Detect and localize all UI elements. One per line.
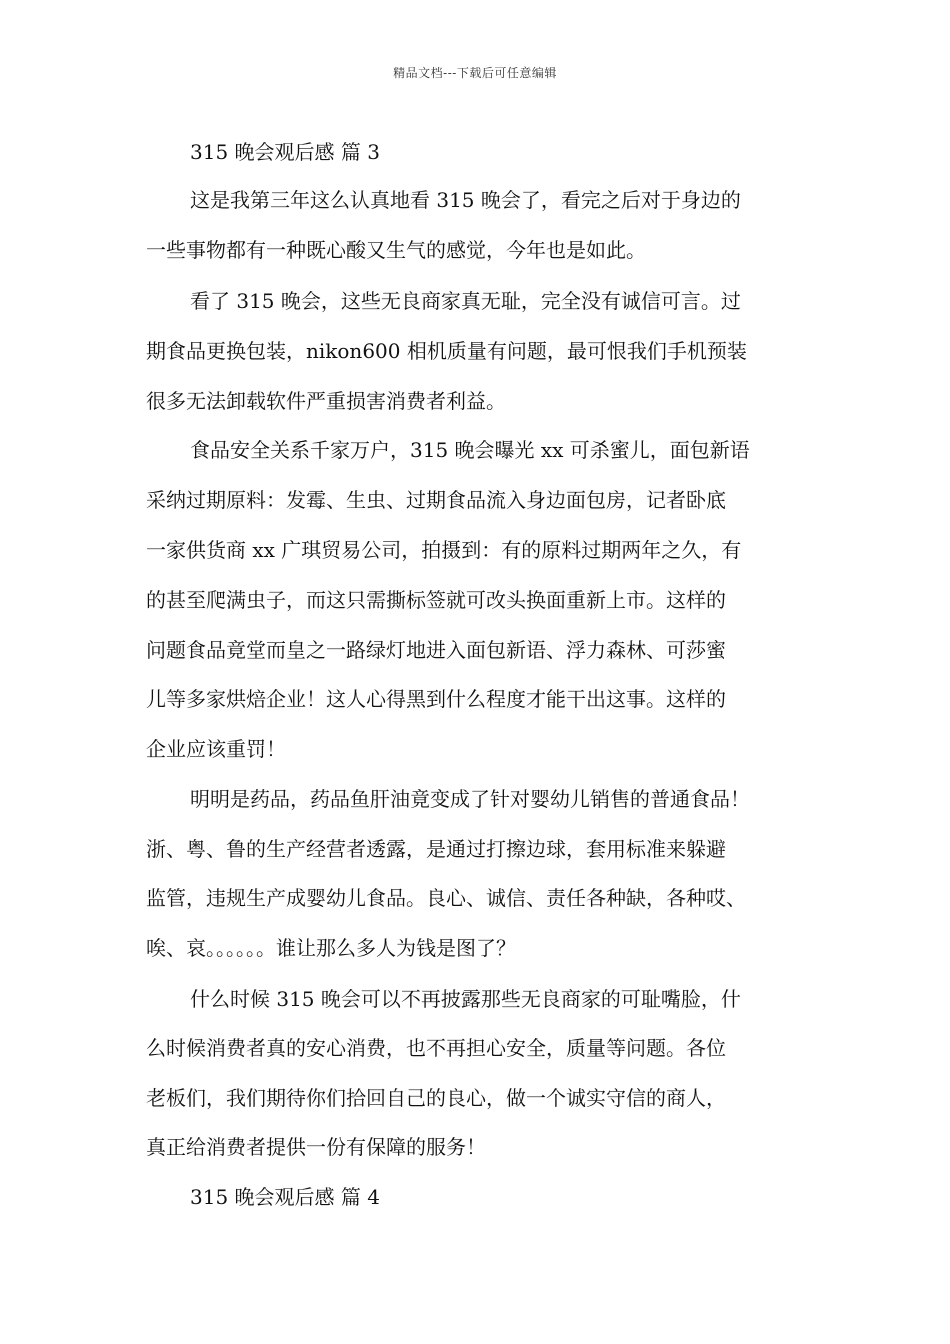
paragraph-line: 的甚至爬满虫子，而这只需撕标签就可改头换面重新上市。这样的 bbox=[146, 588, 726, 612]
paragraph-line: 么时候消费者真的安心消费，也不再担心安全，质量等问题。各位 bbox=[146, 1036, 726, 1060]
section-heading-3: 315 晚会观后感 篇 3 bbox=[190, 140, 380, 164]
paragraph-line: 食品安全关系千家万户，315 晚会曝光 xx 可杀蜜儿，面包新语 bbox=[190, 438, 750, 462]
paragraph-line: 监管，违规生产成婴幼儿食品。良心、诚信、责任各种缺，各种哎、 bbox=[146, 886, 746, 910]
paragraph-line: 采纳过期原料：发霉、生虫、过期食品流入身边面包房，记者卧底 bbox=[146, 488, 726, 512]
paragraph-line: 一些事物都有一种既心酸又生气的感觉，今年也是如此。 bbox=[146, 238, 646, 262]
page-header: 精品文档---下载后可任意编辑 bbox=[393, 66, 557, 80]
paragraph-line: 期食品更换包装，nikon600 相机质量有问题，最可恨我们手机预装 bbox=[146, 339, 747, 363]
paragraph-line: 明明是药品，药品鱼肝油竟变成了针对婴幼儿销售的普通食品！ bbox=[190, 787, 750, 811]
paragraph-line: 这是我第三年这么认真地看 315 晚会了，看完之后对于身边的 bbox=[190, 188, 741, 212]
paragraph-line: 什么时候 315 晚会可以不再披露那些无良商家的可耻嘴脸，什 bbox=[190, 987, 741, 1011]
paragraph-line: 一家供货商 xx 广琪贸易公司，拍摄到：有的原料过期两年之久，有 bbox=[146, 538, 742, 562]
paragraph-line: 儿等多家烘焙企业！这人心得黑到什么程度才能干出这事。这样的 bbox=[146, 687, 726, 711]
paragraph-line: 浙、粤、鲁的生产经营者透露，是通过打擦边球，套用标准来躲避 bbox=[146, 837, 726, 861]
paragraph-line: 问题食品竟堂而皇之一路绿灯地进入面包新语、浮力森林、可莎蜜 bbox=[146, 638, 726, 662]
paragraph-line: 很多无法卸载软件严重损害消费者利益。 bbox=[146, 389, 506, 413]
paragraph-line: 唉、哀。。。。。。谁让那么多人为钱是图了？ bbox=[146, 936, 516, 960]
paragraph-line: 真正给消费者提供一份有保障的服务！ bbox=[146, 1135, 486, 1159]
paragraph-line: 企业应该重罚！ bbox=[146, 737, 286, 761]
section-heading-4: 315 晚会观后感 篇 4 bbox=[190, 1185, 380, 1209]
paragraph-line: 老板们，我们期待你们拾回自己的良心，做一个诚实守信的商人， bbox=[146, 1086, 726, 1110]
paragraph-line: 看了 315 晚会，这些无良商家真无耻，完全没有诚信可言。过 bbox=[190, 289, 741, 313]
